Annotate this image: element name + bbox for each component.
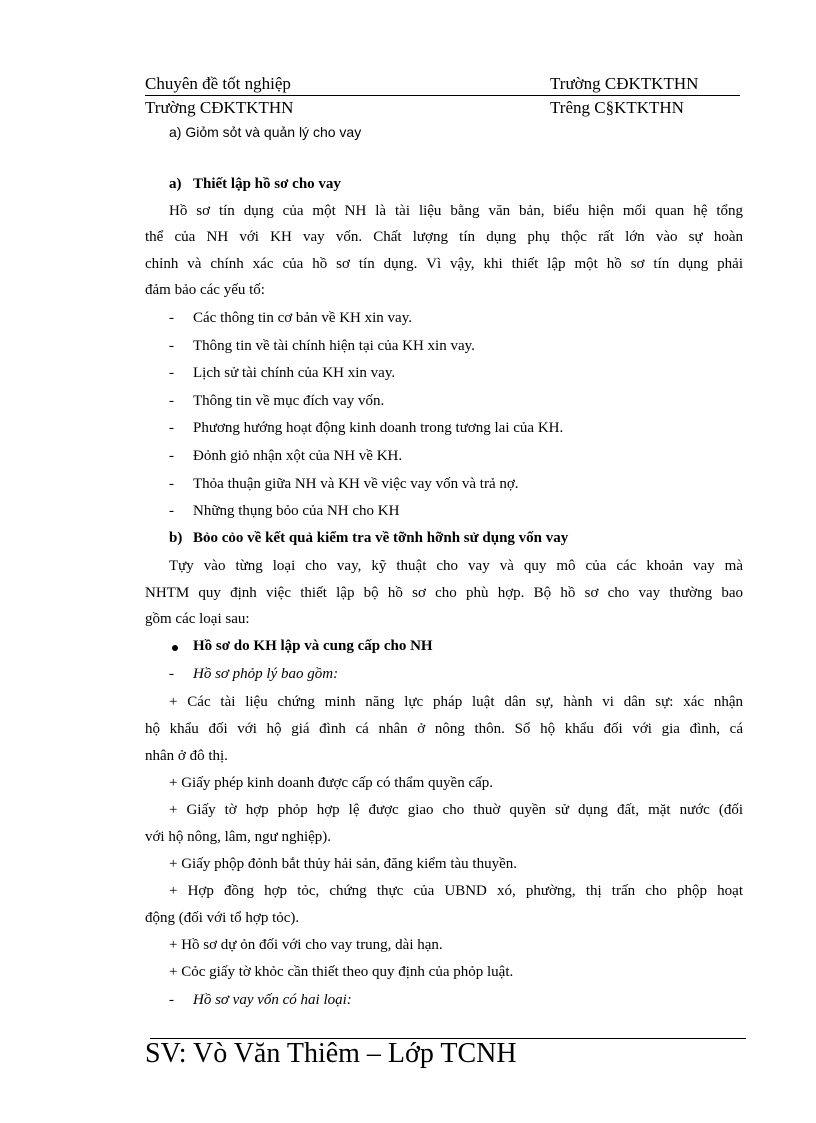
footer-text: SV: Vò Văn Thiêm – Lớp TCNH [145,1038,517,1069]
bullet-icon [172,645,178,651]
legal-item-line: + Giấy phép kinh doanh được cấp có thẩm quyền cấp. [169,775,494,791]
legal-item-line: + Giấy phộp đỏnh bắt thủy hải sản, đăng kiểm tàu thuyền. [169,856,517,872]
header-underline [145,95,740,96]
header-left-top: Chuyên đề tốt nghiệp [145,74,291,93]
dash-marker: - [169,503,174,519]
para1-line: chỉnh và chính xác của hồ sơ tín dụng. Vì vậy, khi thiết lập một hồ sơ tín dụng phải [145,256,743,272]
list-item: Các thông tin cơ bản về KH xin vay. [193,310,412,326]
dash-marker: - [169,448,174,464]
dash-marker: - [169,420,174,436]
legal-item-line: với hộ nông, lâm, ngư nghiệp). [145,829,332,845]
legal-item-line: động (đối với tổ hợp tỏc). [145,910,300,926]
header-right-top: Trường CĐKTKTHN [550,74,699,93]
dash-marker: - [169,338,174,354]
bullet-heading: Hồ sơ do KH lập và cung cấp cho NH [193,638,433,654]
list-item: Thỏa thuận giữa NH và KH về việc vay vốn và trả nợ. [193,476,519,492]
para2-line: gồm các loại sau: [145,611,250,627]
subheading-a-title: Thiết lập hồ sơ cho vay [193,176,341,192]
subheading-b-title: Bỏo cỏo về kết quả kiểm tra về tỡnh hỡnh sử dụng vốn vay [193,530,569,546]
para1-line: đảm bảo các yếu tố: [145,282,265,298]
list-item: Những thụng bỏo của NH cho KH [193,503,400,519]
loan-heading: Hồ sơ vay vốn có hai loại: [193,992,352,1008]
dash-marker: - [169,992,174,1008]
list-item: Đỏnh giỏ nhận xột của NH về KH. [193,448,403,464]
para2-line: Tựy vào từng loại cho vay, kỹ thuật cho vay và quy mô của các khoản vay mà [169,558,743,574]
list-item: Phương hướng hoạt động kinh doanh trong tương lai của KH. [193,420,564,436]
header-right-bottom: Trêng C§KTKTHN [550,98,684,117]
subheading-b-marker: b) [169,530,183,546]
legal-item-line: + Cỏc giấy tờ khỏc cần thiết theo quy định của phỏp luật. [169,964,514,980]
subheading-a-marker: a) [169,176,182,192]
dash-marker: - [169,666,174,682]
dash-marker: - [169,310,174,326]
list-item: Thông tin về mục đích vay vốn. [193,393,385,409]
dash-marker: - [169,393,174,409]
legal-item-line: hộ khẩu đối với hộ giá đình cá nhân ở nông thôn. Sổ hộ khẩu đối với gia đình, cá [145,721,743,737]
para1-line: thể của NH với KH vay vốn. Chất lượng tín dụng phụ thộc rất lớn vào sự hoàn [145,229,743,245]
dash-marker: - [169,476,174,492]
list-item: Lịch sử tài chính của KH xin vay. [193,365,396,381]
legal-item-line: + Hồ sơ dự ỏn đối với cho vay trung, dài hạn. [169,937,443,953]
dash-marker: - [169,365,174,381]
legal-item-line: + Các tài liệu chứng minh năng lực pháp luật dân sự, hành vi dân sự: xác nhận [169,694,743,710]
section-heading: a) Giỏm sỏt và quản lý cho vay [169,124,362,140]
legal-item-line: + Giấy tờ hợp phỏp hợp lệ được giao cho thuờ quyền sử dụng đất, mặt nước (đối [169,802,743,818]
legal-heading: Hồ sơ phỏp lý bao gồm: [193,666,339,682]
list-item: Thông tin về tài chính hiện tại của KH xin vay. [193,338,475,354]
para1-line: Hồ sơ tín dụng của một NH là tài liệu bằng văn bản, biểu hiện mối quan hệ tổng [169,203,743,219]
para2-line: NHTM quy định việc thiết lập bộ hồ sơ cho phù hợp. Bộ hồ sơ cho vay thường bao [145,585,743,601]
header-left-bottom: Trường CĐKTKTHN [145,98,294,117]
legal-item-line: + Hợp đồng hợp tỏc, chứng thực của UBND xó, phường, thị trấn cho phộp hoạt [169,883,743,899]
legal-item-line: nhân ở đô thị. [145,748,228,764]
